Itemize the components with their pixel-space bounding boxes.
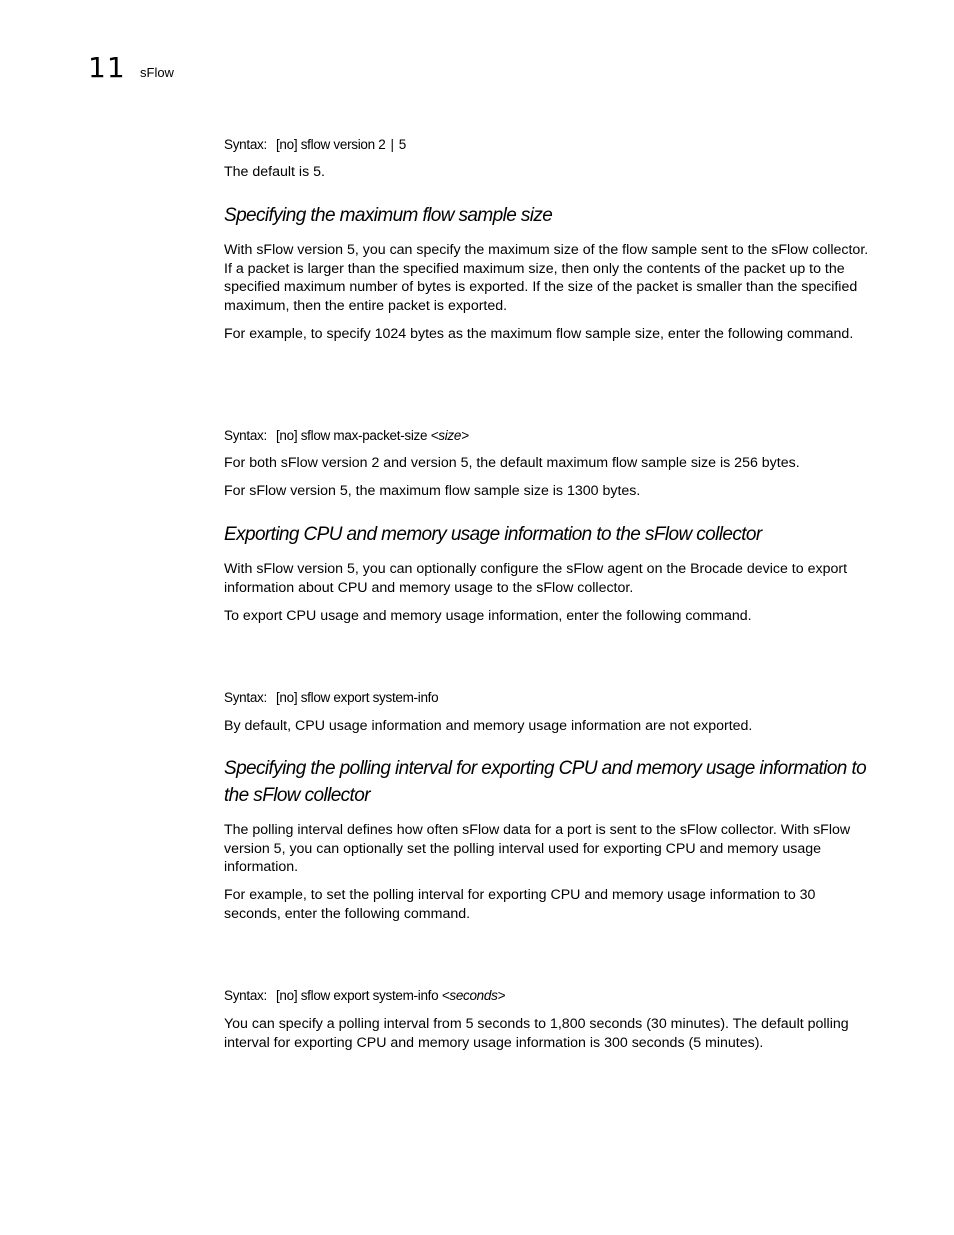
syntax-bracket-close: ] [293, 137, 298, 152]
syntax-bracket-open: [ [275, 137, 280, 152]
chapter-number: 11 [88, 51, 126, 84]
syntax-command: sflow version 2 [300, 137, 386, 152]
paragraph-export-description: With sFlow version 5, you can optionally configure the sFlow agent on the Brocade device to export information about CPU and memory usage to the sFlow collector. [224, 561, 848, 596]
syntax-separator: | [390, 137, 394, 152]
syntax-option: 5 [398, 137, 406, 152]
syntax-no-keyword: no [279, 137, 294, 152]
syntax-label: Syntax: [224, 137, 267, 152]
paragraph-export-default: By default, CPU usage information and memory usage information are not exported. [224, 718, 753, 734]
syntax-line-export-system-info-seconds [224, 989, 505, 1003]
syntax-bracket-close: ] [293, 690, 298, 705]
paragraph-max-size-example: For example, to specify 1024 bytes as the maximum flow sample size, enter the following command. [224, 326, 854, 342]
syntax-bracket-open: [ [275, 428, 280, 443]
syntax-no-keyword: no [279, 988, 294, 1003]
syntax-bracket-close: ] [293, 988, 298, 1003]
paragraph-polling-description: The polling interval defines how often sFlow data for a port is sent to the sFlow collector. With sFlow version 5, you can optionally set the polling interval used for exporting CPU and memory usage information. [224, 822, 851, 876]
syntax-bracket-close: ] [293, 428, 298, 443]
syntax-label: Syntax: [224, 428, 267, 443]
paragraph-default-max-size: For both sFlow version 2 and version 5, the default maximum flow sample size is 256 bytes. [224, 455, 800, 471]
heading-max-flow-sample-size: Specifying the maximum flow sample size [224, 205, 553, 226]
syntax-command: sflow export system-info [300, 690, 439, 705]
syntax-line-version [224, 138, 406, 152]
heading-polling-interval: Specifying the polling interval for exporting CPU and memory usage information to the sFlow collector [224, 758, 867, 806]
chapter-title: sFlow [140, 65, 174, 80]
syntax-command: sflow max-packet-size [300, 428, 428, 443]
syntax-no-keyword: no [279, 690, 294, 705]
paragraph-default-version: The default is 5. [224, 164, 325, 180]
syntax-command: sflow export system-info [300, 988, 439, 1003]
paragraph-polling-range: You can specify a polling interval from 5 seconds to 1,800 seconds (30 minutes). The default polling interval for exporting CPU and memory usage information is 300 seconds (5 minutes). [224, 1016, 849, 1051]
syntax-line-max-packet-size [224, 429, 469, 443]
syntax-label: Syntax: [224, 988, 267, 1003]
paragraph-polling-example: For example, to set the polling interval for exporting CPU and memory usage information to 30 seconds, enter the following command. [224, 887, 816, 922]
syntax-bracket-open: [ [275, 690, 280, 705]
syntax-bracket-open: [ [275, 988, 280, 1003]
syntax-no-keyword: no [279, 428, 294, 443]
paragraph-max-size-description: With sFlow version 5, you can specify the maximum size of the flow sample sent to the sFlow collector. If a packet is larger than the specified maximum size, then only the contents of the packet up to the specified maximum number of bytes is exported. If the size of the packet is smaller than the specified maximum, then the entire packet is exported. [224, 242, 869, 314]
syntax-parameter: <size> [430, 428, 469, 443]
heading-export-cpu-memory: Exporting CPU and memory usage information to the sFlow collector [224, 524, 762, 545]
paragraph-version5-max-size: For sFlow version 5, the maximum flow sample size is 1300 bytes. [224, 483, 641, 499]
paragraph-export-instruction: To export CPU usage and memory usage information, enter the following command. [224, 608, 752, 624]
syntax-parameter: <seconds> [441, 988, 506, 1003]
syntax-line-export-system-info [224, 691, 438, 705]
syntax-label: Syntax: [224, 690, 267, 705]
